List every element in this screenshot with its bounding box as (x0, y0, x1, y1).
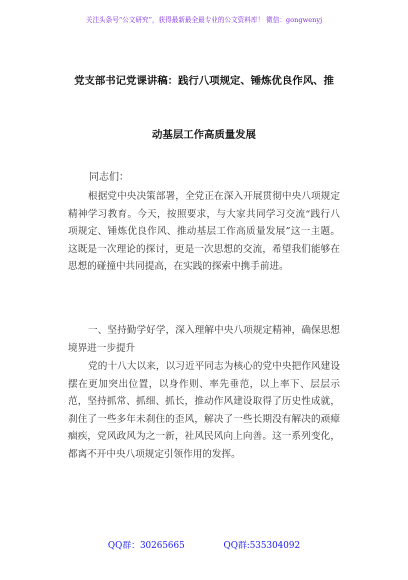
salutation: 同志们： (89, 172, 129, 183)
section-heading-one: 一、坚持勤学好学，深入理解中央八项规定精神，确保思想境界进一步提升 (68, 325, 340, 354)
header-banner: 关注头条号“公文研究”，获得最新最全最专业的公文资料库！ 微信：gongwenyj (85, 16, 323, 24)
paragraph-intro: 根据党中央决策部署，全党正在深入开展贯彻中央八项规定精神学习教育。今天，按照要求，与大家共同学习交流“践行八项规定、锤炼优良作风、推动基层工作高质量发展”这一主题。这既是一次理论的探讨，更是一次思想的交流，希望我们能够在思想的碰撞中共同提高，在实践的探索中携手前进。 (68, 191, 340, 272)
document-title-line-1: 党支部书记党课讲稿：践行八项规定、锤炼优良作风、推 (74, 75, 334, 87)
footer-qq-group-1: QQ群：30265665 (107, 541, 185, 551)
footer-qq-group-2: QQ群:535304092 (223, 541, 301, 551)
footer (0, 538, 408, 551)
document-title-line-2: 动基层工作高质量发展 (152, 129, 256, 141)
paragraph-section-one: 党的十八大以来，以习近平同志为核心的党中央把作风建设摆在更加突出位置，以身作则、率先垂范，以上率下、层层示范，坚持抓常、抓细、抓长，推动作风建设取得了历史性成就，刹住了一些多年未刹住的歪风，解决了一些长期没有解决的顽瘴痼疾，党风政风为之一新，社风民风向上向善。这一系列变化，都离不开中央八项规定引领作用的发挥。 (68, 361, 340, 460)
